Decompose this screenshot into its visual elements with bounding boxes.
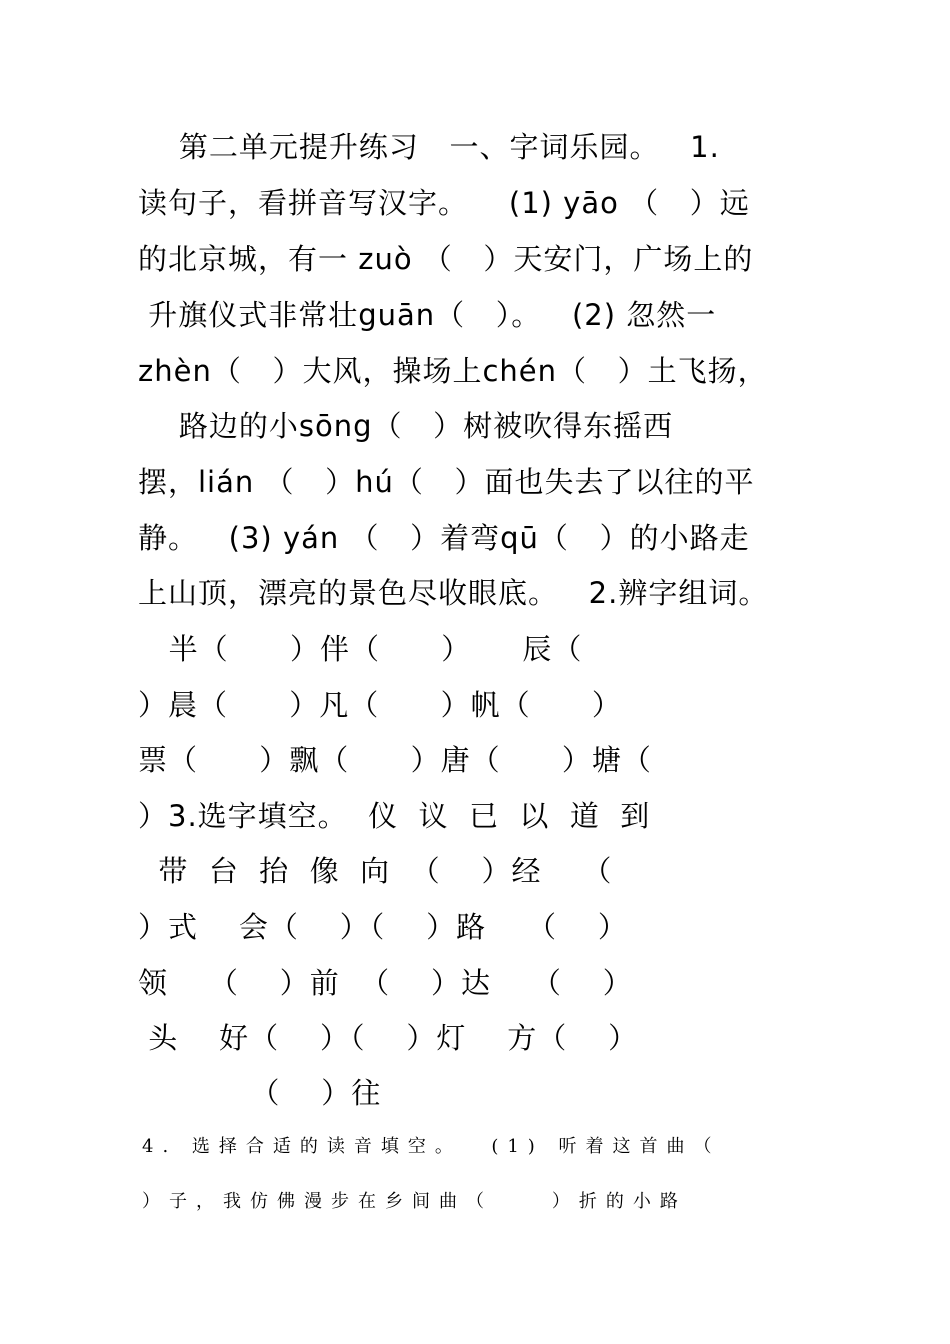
text-line-3: 的北京城，有一 zuò （ ）天安门，广场上的	[138, 242, 754, 276]
text-line-11: ）晨（ ）凡（ ）帆（ ）	[138, 688, 622, 722]
text-line-12: 票（ ）飘（ ）唐（ ）塘（	[138, 743, 652, 777]
text-line-8: 静。 (3) yán （ ）着弯qū（ ）的小路走	[138, 521, 750, 555]
small-text-line-2: ）子，我仿佛漫步在乡间曲（ ）折的小路	[142, 1191, 687, 1212]
text-line-15: ）式 会（ ）（ ）路 （ ）	[138, 910, 628, 944]
small-text-line-1: 4. 选择合适的读音填空。 (1) 听着这首曲（	[142, 1136, 721, 1157]
text-line-14: 带 台 抬 像 向 （ ）经 （	[138, 854, 613, 888]
text-line-16: 领 （ ）前 （ ）达 （ ）	[138, 966, 633, 1000]
text-line-5: zhèn（ ）大风，操场上chén（ ）土飞扬，	[138, 354, 768, 388]
text-line-7: 摆，lián （ ）hú（ ）面也失去了以往的平	[138, 465, 755, 499]
text-line-9: 上山顶，漂亮的景色尽收眼底。 2.辨字组词。	[138, 576, 769, 610]
text-line-13: ）3.选字填空。 仪 议 已 以 道 到	[138, 799, 651, 833]
text-line-17: 头 好（ ）（ ）灯 方（ ）	[138, 1021, 639, 1055]
text-line-4: 升旗仪式非常壮guān（ ）。 (2) 忽然一	[138, 298, 717, 332]
text-line-18: （ ）往	[138, 1076, 382, 1110]
text-line-10: 半（ ）伴（ ） 辰（	[138, 632, 583, 666]
text-line-1: 第二单元提升练习 一、字词乐园。 1.	[138, 130, 720, 164]
text-line-6: 路边的小sōng（ ）树被吹得东摇西	[138, 409, 674, 443]
text-line-2: 读句子，看拼音写汉字。 (1) yāo （ ）远	[138, 186, 750, 220]
